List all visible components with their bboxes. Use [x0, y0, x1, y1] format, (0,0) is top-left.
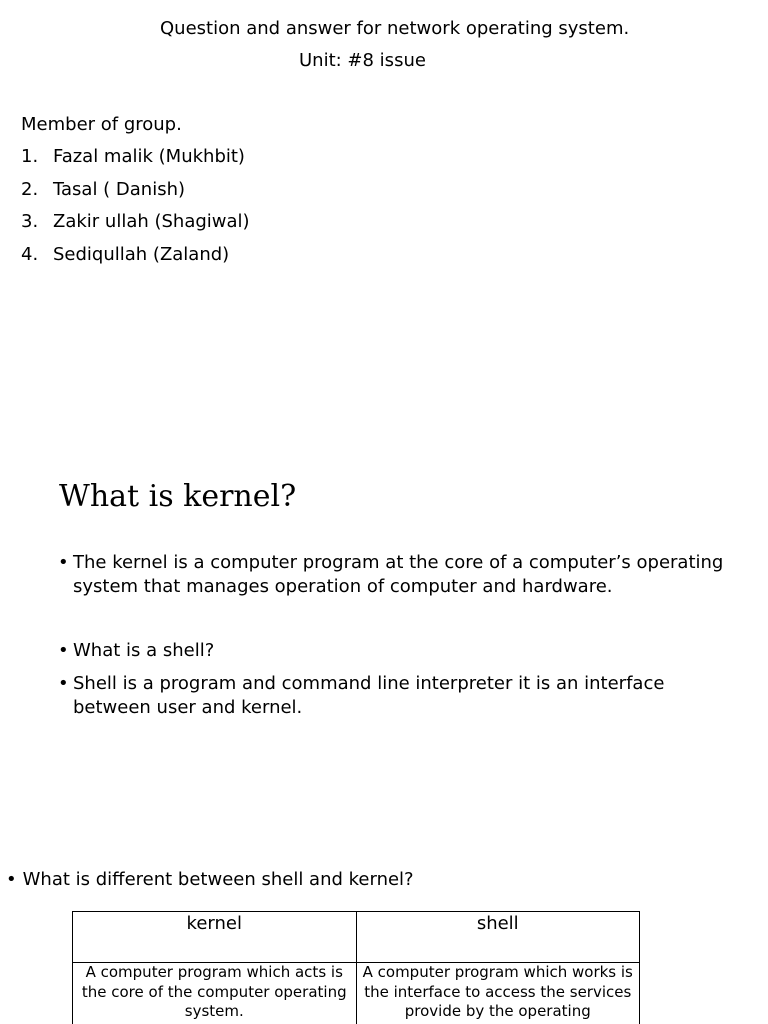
bullet-text: What is a shell?	[73, 640, 215, 661]
list-item	[21, 179, 250, 212]
members-heading: Member of group.	[21, 114, 182, 135]
bullet-item	[58, 551, 738, 599]
list-item-name: Tasal ( Danish)	[53, 178, 186, 200]
document-title: Question and answer for network operating system.	[160, 18, 630, 39]
list-item	[21, 244, 250, 277]
list-item	[21, 146, 250, 179]
table-row	[73, 963, 640, 1024]
table-header-kernel: kernel	[73, 912, 357, 963]
list-item-name: Fazal malik (Mukhbit)	[53, 146, 245, 167]
bullet-icon: •	[58, 552, 69, 573]
table-cell: A computer program which works is the interface to access the services provide by the operating	[356, 963, 640, 1024]
bullet-text: The kernel is a computer program at the core of a computer’s operating system that manages operation of computer and hardware.	[73, 552, 724, 597]
table-header-shell: shell	[356, 912, 640, 963]
list-item-number: 4.	[21, 243, 39, 265]
list-item-number: 1.	[21, 146, 39, 167]
comparison-table	[72, 911, 640, 1024]
bullet-item	[58, 672, 738, 720]
list-item	[21, 211, 250, 244]
bullet-icon: •	[6, 869, 17, 890]
document-unit: Unit: #8 issue	[299, 50, 426, 71]
bullet-icon: •	[58, 640, 69, 661]
list-item-number: 2.	[21, 178, 39, 200]
members-list	[21, 146, 250, 276]
difference-question	[6, 868, 414, 892]
table-header-row	[73, 912, 640, 963]
list-item-name: Sediqullah (Zaland)	[53, 243, 230, 265]
bullet-item	[58, 639, 738, 663]
list-item-name: Zakir ullah (Shagiwal)	[53, 211, 250, 232]
bullet-text: Shell is a program and command line interpreter it is an interface between user and kernel.	[73, 673, 665, 718]
difference-question-text: What is different between shell and kernel?	[22, 869, 414, 890]
list-item-number: 3.	[21, 211, 39, 232]
bullet-icon: •	[58, 673, 69, 694]
kernel-heading: What is kernel?	[59, 479, 297, 514]
table-cell: A computer program which acts is the core of the computer operating system.	[73, 963, 357, 1024]
